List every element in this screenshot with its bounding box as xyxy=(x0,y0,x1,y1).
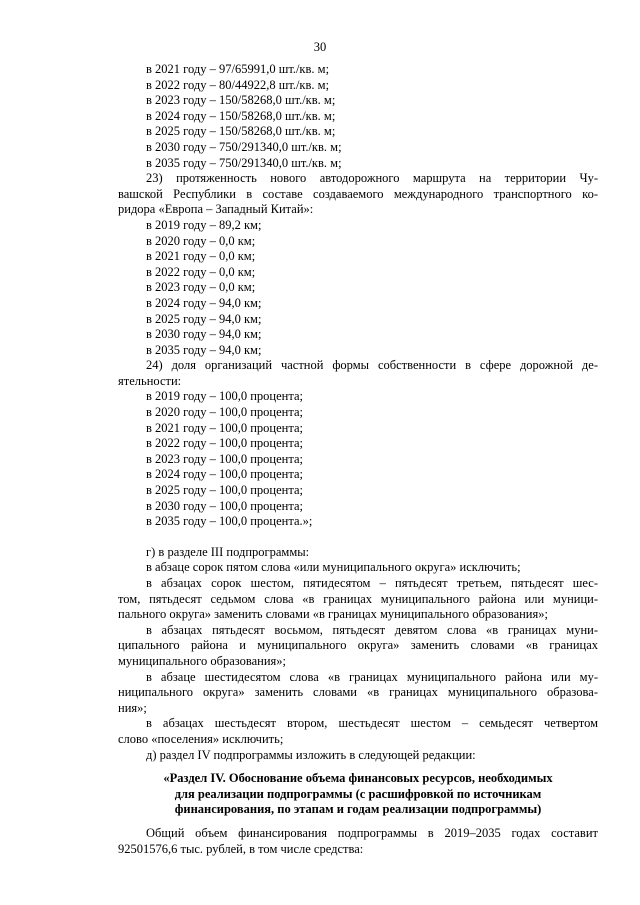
paragraph-line: 24) доля организаций частной формы собственности в сфере дорожной де- xyxy=(146,358,598,373)
list-item: в 2024 году – 100,0 процента; xyxy=(146,467,303,482)
page-number: 30 xyxy=(313,40,327,54)
indicator-list-22 xyxy=(118,62,598,171)
list-item: в 2025 году – 94,0 км; xyxy=(146,311,262,326)
heading-line: «Раздел IV. Обоснование объема финансовых ресурсов, необходимых xyxy=(163,771,553,786)
list-item: в 2023 году – 100,0 процента; xyxy=(146,451,303,466)
spacer xyxy=(118,530,598,545)
paragraph-line: в абзацах шестьдесят втором, шестьдесят шестом – семьдесят четвертом xyxy=(146,716,598,731)
list-item: в 2030 году – 94,0 км; xyxy=(146,327,262,342)
heading-line: финансирования, по этапам и годам реализации подпрограммы) xyxy=(174,802,542,817)
list-item: в 2030 году – 100,0 процента; xyxy=(146,498,303,513)
paragraph-line: ниципального округа» заменить словами «в границах муниципального образова- xyxy=(118,685,598,700)
list-item: в 2035 году – 750/291340,0 шт./кв. м; xyxy=(146,155,342,170)
list-item: в 2023 году – 0,0 км; xyxy=(146,280,256,295)
list-item: в 2022 году – 80/44922,8 шт./кв. м; xyxy=(146,77,330,92)
list-item: в 2022 году – 0,0 км; xyxy=(146,264,256,279)
paragraph-line: ния»; xyxy=(118,700,147,715)
heading-line: для реализации подпрограммы (с расшифровкой по источникам xyxy=(174,786,542,801)
list-item: в 2021 году – 0,0 км; xyxy=(146,249,256,264)
document-body xyxy=(118,62,598,857)
list-item: в 2021 году – 97/65991,0 шт./кв. м; xyxy=(146,62,330,76)
list-item: в 2024 году – 94,0 км; xyxy=(146,295,262,310)
paragraph-line: ридора «Европа – Западный Китай»: xyxy=(118,202,314,217)
paragraph-line: муниципального образования»; xyxy=(118,653,286,668)
list-item: в 2022 году – 100,0 процента; xyxy=(146,436,303,451)
financing-paragraph xyxy=(118,826,598,857)
section-g xyxy=(118,545,598,748)
paragraph-line: Общий объем финансирования подпрограммы в 2019–2035 годах составит xyxy=(146,825,598,840)
section-d xyxy=(118,748,598,764)
paragraph-line: в абзаце сорок пятом слова «или муниципального округа» исключить; xyxy=(146,560,521,575)
list-item: в 2035 году – 94,0 км; xyxy=(146,342,262,357)
paragraph-line: ципального района и муниципального округа» заменить словами «в границах xyxy=(118,638,598,653)
list-item: в 2019 году – 100,0 процента; xyxy=(146,389,303,404)
paragraph-line: ятельности: xyxy=(118,373,182,388)
indicator-list-23 xyxy=(118,218,598,358)
paragraph-line: том, пятьдесят седьмом слова «в границах муниципального района или муници- xyxy=(118,591,598,606)
list-item: в 2020 году – 0,0 км; xyxy=(146,233,256,248)
paragraph-line: вашской Республики в составе создаваемого международного транспортного ко- xyxy=(118,186,598,201)
paragraph-line: в абзацах пятьдесят восьмом, пятьдесят девятом слова «в границах муни- xyxy=(146,622,598,637)
list-item: в 2021 году – 100,0 процента; xyxy=(146,420,303,435)
indicator-23 xyxy=(118,171,598,218)
paragraph-line: слово «поселения» исключить; xyxy=(118,731,284,746)
list-item: в 2019 году – 89,2 км; xyxy=(146,217,262,232)
paragraph-line: 23) протяженность нового автодорожного маршрута на территории Чу- xyxy=(146,171,598,186)
indicator-list-24 xyxy=(118,389,598,529)
paragraph-line: в абзаце шестидесятом слова «в границах муниципального района или му- xyxy=(146,669,598,684)
list-item: в 2025 году – 150/58268,0 шт./кв. м; xyxy=(146,124,336,139)
paragraph-line: пального округа» заменить словами «в границах муниципального образования»; xyxy=(118,607,548,622)
paragraph-line: г) в разделе III подпрограммы: xyxy=(146,544,310,559)
list-item: в 2025 году – 100,0 процента; xyxy=(146,483,303,498)
list-item: в 2023 году – 150/58268,0 шт./кв. м; xyxy=(146,93,336,108)
list-item: в 2030 году – 750/291340,0 шт./кв. м; xyxy=(146,139,342,154)
paragraph-line: 92501576,6 тыс. рублей, в том числе средства: xyxy=(118,841,364,856)
list-item: в 2035 году – 100,0 процента.»; xyxy=(146,514,313,529)
paragraph-line: д) раздел IV подпрограммы изложить в следующей редакции: xyxy=(146,747,476,762)
indicator-24 xyxy=(118,358,598,389)
list-item: в 2024 году – 150/58268,0 шт./кв. м; xyxy=(146,108,336,123)
paragraph-line: в абзацах сорок шестом, пятидесятом – пятьдесят третьем, пятьдесят шес- xyxy=(146,576,598,590)
section-heading xyxy=(118,771,598,818)
list-item: в 2020 году – 100,0 процента; xyxy=(146,405,303,420)
